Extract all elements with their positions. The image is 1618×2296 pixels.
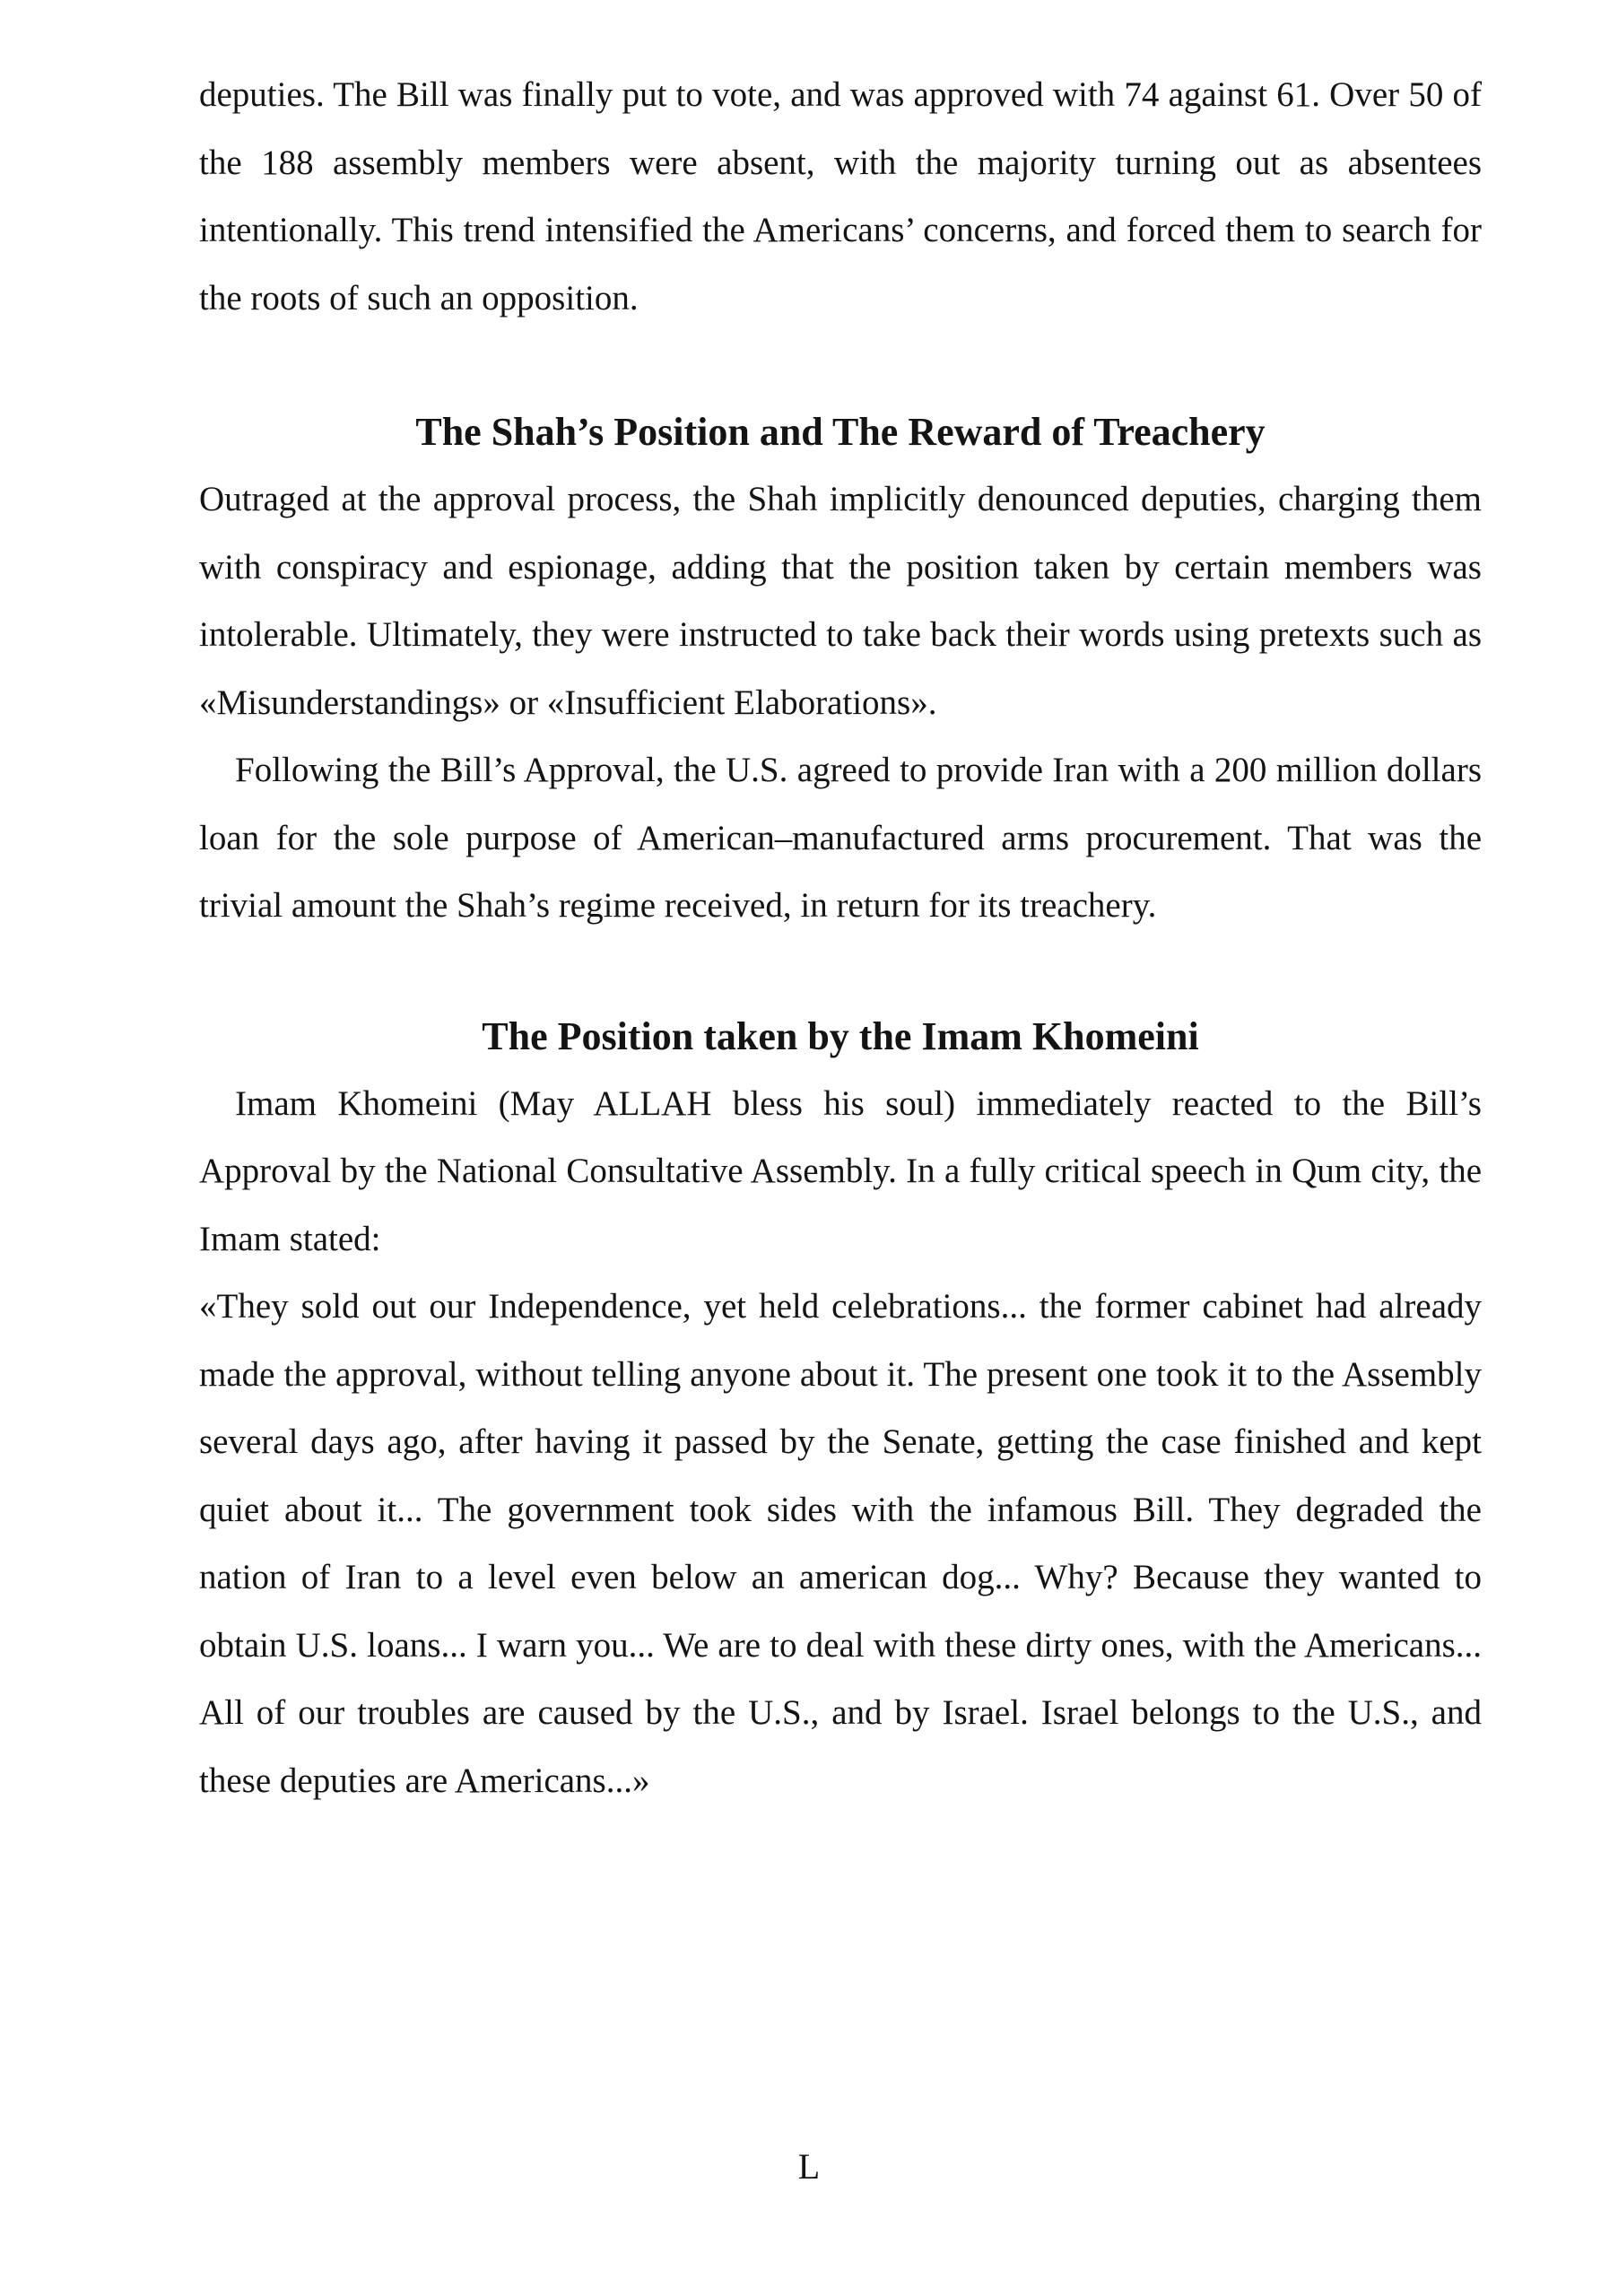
paragraph-imam-reaction: Imam Khomeini (May ALLAH bless his soul) immediately reacted to the Bill’s Approval by the National Consultative Assembly. In a fully critical speech in Qum city, the Imam stated:	[199, 1083, 1482, 1258]
paragraph-shah-outrage: Outraged at the approval process, the Shah implicitly denounced deputies, charging them with conspiracy and espionage, adding that the position taken by certain members was intolerable. Ultimately, they were instructed to take back their words using pretexts such as «Misunderstandings» or «Insufficient Elaborations».	[199, 480, 1482, 722]
paragraph-bill-vote: deputies. The Bill was finally put to vote, and was approved with 74 against 61. Over 50 of the 188 assembly members were absent, with the majority turning out as absentees intentionally. This trend intensified the Americans’ concerns, and forced them to search for the roots of such an opposition.	[199, 75, 1482, 317]
section-heading-shah-position: The Shah’s Position and The Reward of Treachery	[415, 410, 1266, 454]
paragraph-loan: Following the Bill’s Approval, the U.S. agreed to provide Iran with a 200 million dollars loan for the sole purpose of American–manufactured arms procurement. That was the trivial amount the Shah’s regime received, in return for its treachery.	[199, 751, 1482, 925]
section-heading-imam-position: The Position taken by the Imam Khomeini	[482, 1013, 1199, 1058]
page-number: L	[797, 2146, 821, 2187]
page-content	[199, 61, 1482, 1814]
paragraph-imam-quote: «They sold out our Independence, yet held celebrations... the former cabinet had already made the approval, without telling anyone about it. The present one took it to the Assembly several days ago, after having it passed by the Senate, getting the case finished and kept quiet about it... The government took sides with the infamous Bill. They degraded the nation of Iran to a level even below an american dog... Why? Because they wanted to obtain U.S. loans... I warn you... We are to deal with these dirty ones, with the Americans... All of our troubles are caused by the U.S., and by Israel. Israel belongs to the U.S., and these deputies are Americans...»	[199, 1287, 1482, 1800]
